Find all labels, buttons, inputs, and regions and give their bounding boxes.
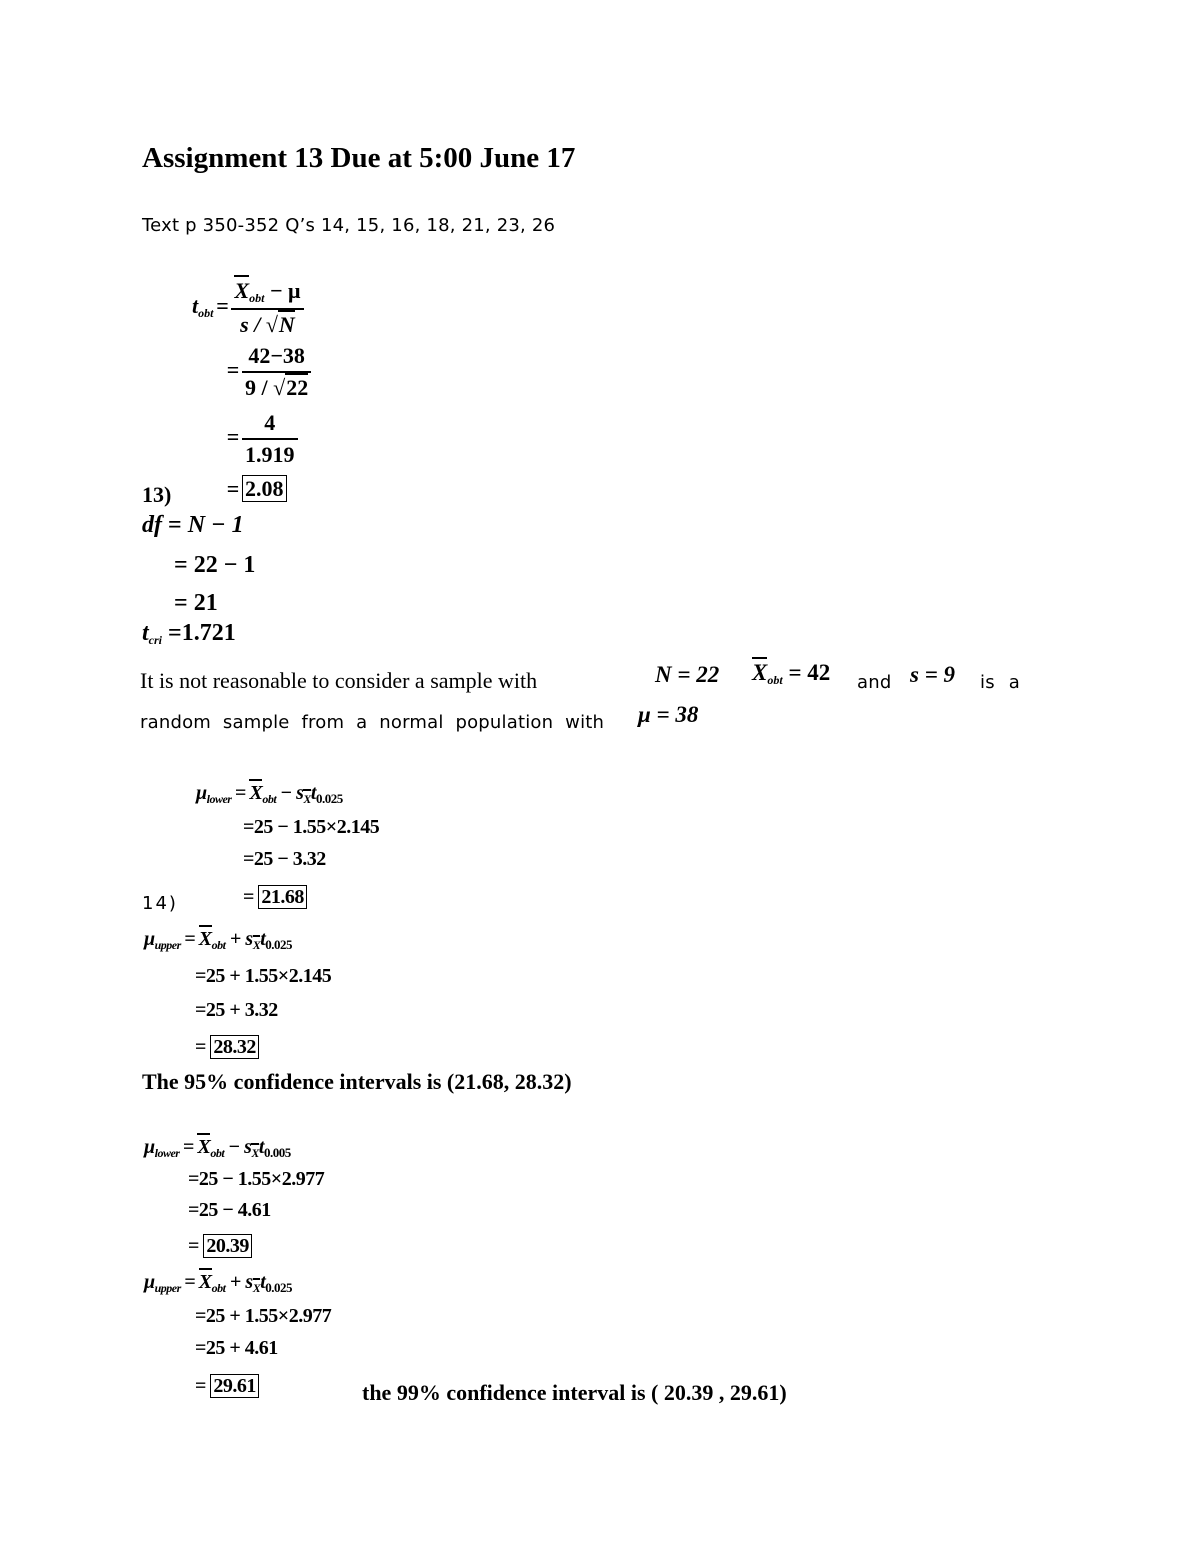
mu-upper-99-formula: $\mu_{upper} = X_{obt} + s_Xt_{0.025}$: [144, 1271, 292, 1296]
t-obt-step-3: = $\frac{4}{1.919}$: [224, 410, 298, 468]
mu-upper-95-step-1: =25 + 1.55×2.145: [195, 965, 332, 987]
mu-lower-95-step-1: =25 − 1.55×2.145: [243, 816, 380, 838]
t-obt-result: = 2.08: [224, 476, 287, 502]
mu-lower-95-step-2: =25 − 3.32: [243, 848, 326, 870]
mu-upper-95-result: = 28.32: [195, 1036, 259, 1059]
s-value: s = 9: [910, 662, 956, 687]
fraction: $\frac{X_{obt} - \mu}{s / √N}$: [231, 278, 303, 338]
df-line-1: df = N − 1: [142, 512, 244, 538]
mu-lower-99-result: = 20.39: [188, 1235, 252, 1258]
xbar-value: $X_{obt} = 42$: [752, 660, 830, 688]
mu-upper-99-step-1: =25 + 1.55×2.977: [195, 1305, 332, 1327]
n-value: N = 22: [655, 662, 720, 687]
df-line-3: = 21: [174, 590, 218, 616]
assignment-line: Text p 350-352 Q’s 14, 15, 16, 18, 21, 23, 26: [142, 215, 556, 236]
mu-upper-95-step-2: =25 + 3.32: [195, 999, 278, 1021]
mu-lower-99-step-2: =25 − 4.61: [188, 1199, 271, 1221]
mu-lower-99-step-1: =25 − 1.55×2.977: [188, 1168, 325, 1190]
mu-value: μ = 38: [638, 702, 699, 727]
conclusion-99: the 99% confidence interval is ( 20.39 , 29.61): [362, 1380, 787, 1405]
mu-upper-99-result: = 29.61: [195, 1375, 259, 1398]
conclusion-95: The 95% confidence intervals is (21.68, 28.32): [142, 1069, 572, 1094]
df-line-2: = 22 − 1: [174, 552, 256, 578]
is-a-words: is a: [980, 672, 1020, 693]
mu-upper-95-formula: $\mu_{upper} = X_{obt} + s_Xt_{0.025}$: [144, 928, 292, 953]
conclusion-line-1: It is not reasonable to consider a sample with: [140, 668, 538, 693]
mu-lower-95-formula: $\mu_{lower} = X_{obt} - s_Xt_{0.025}$: [196, 782, 343, 807]
mu-lower-99-formula: $\mu_{lower} = X_{obt} - s_Xt_{0.005}$: [144, 1136, 291, 1161]
q14-label: 14): [142, 893, 178, 914]
and-word: and: [857, 672, 892, 693]
mu-lower-95-result: = 21.68: [243, 886, 307, 909]
page-title: Assignment 13 Due at 5:00 June 17: [142, 142, 576, 174]
t-obt-step-2: = $\frac{42-38}{9 / √22}$: [224, 343, 311, 401]
t-cri-line: $t_{cri} =1.721$: [142, 620, 236, 647]
q13-label: 13): [142, 482, 172, 507]
conclusion-line-2: random sample from a normal population with: [140, 712, 605, 733]
mu-upper-99-step-2: =25 + 4.61: [195, 1337, 278, 1359]
t-obt-formula: $t_{obt}$ = $\frac{X_{obt} - \mu}{s / √N}$: [192, 278, 304, 338]
